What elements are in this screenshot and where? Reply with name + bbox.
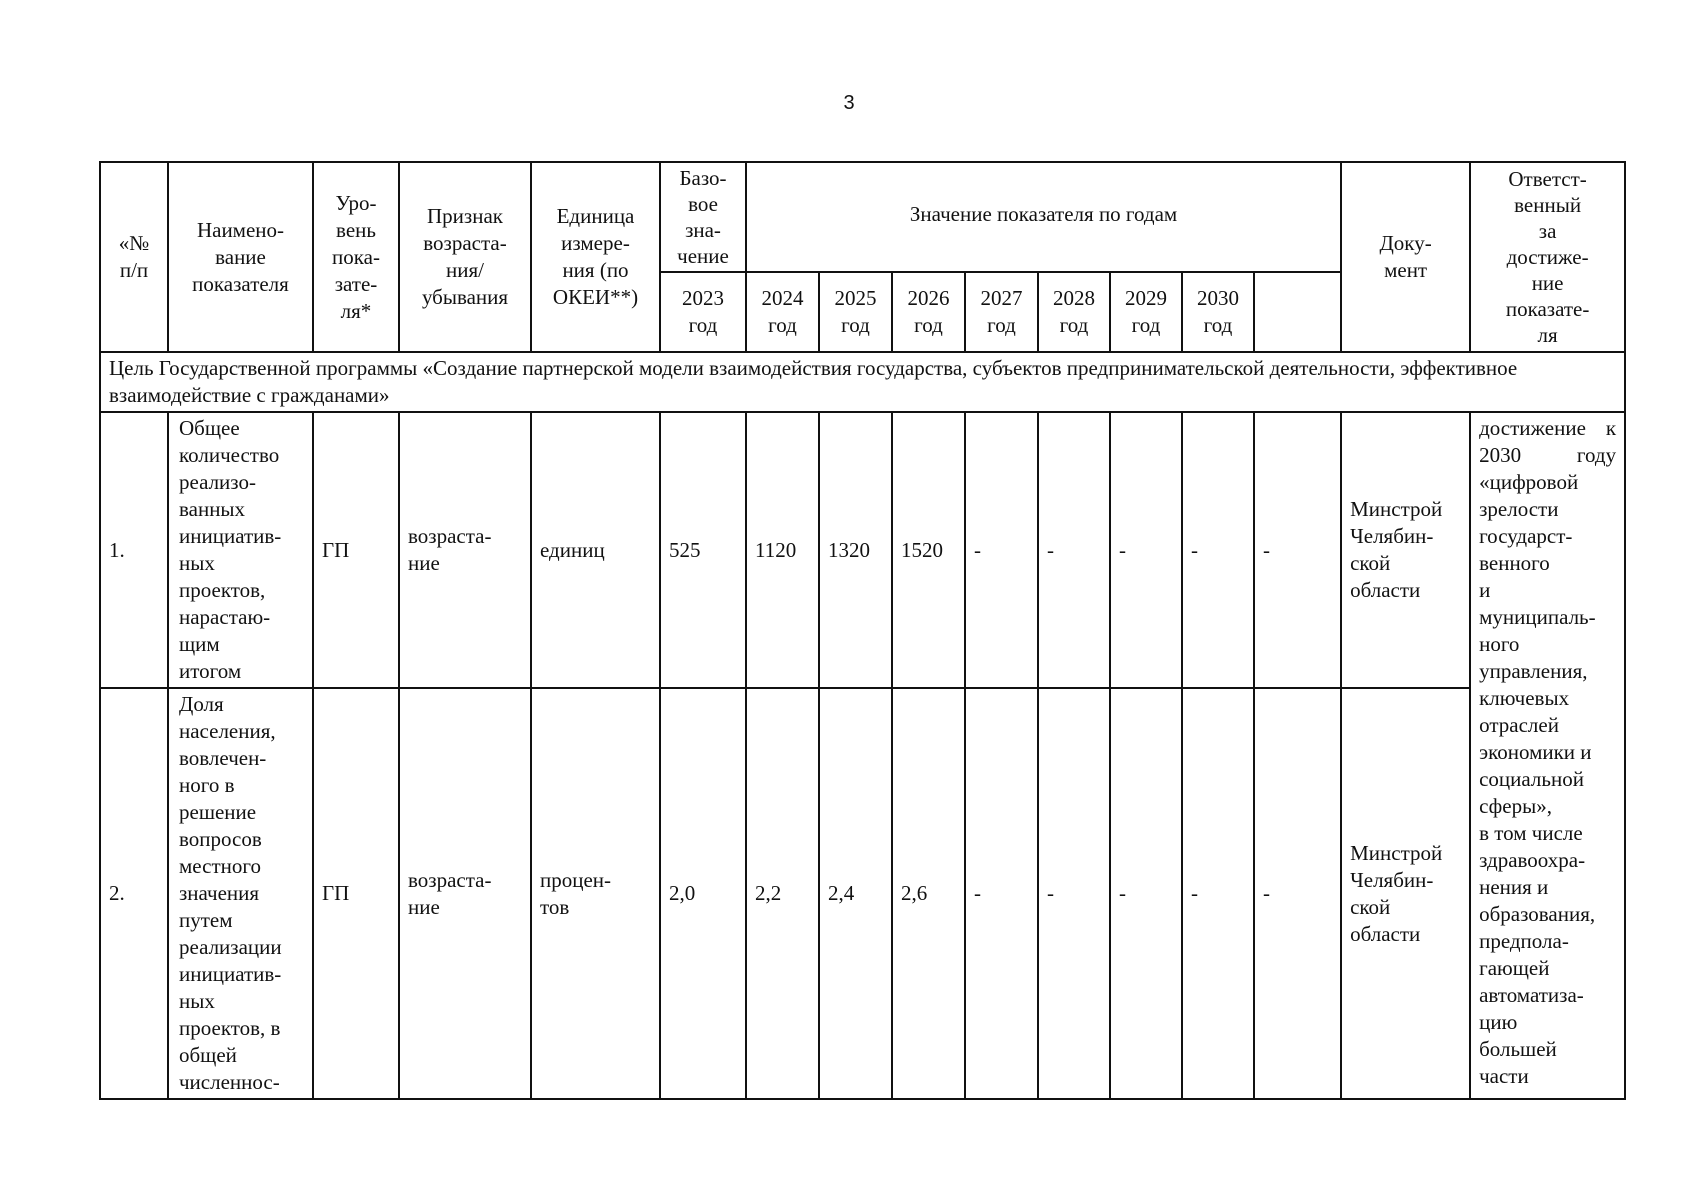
header-trend: Признак возраста- ния/ убывания [399,162,531,352]
row-name: Общее количество реализо- ванных инициатив- ных проектов, нарастаю- щим итогом [168,412,313,688]
row-responsible: Минстрой Челябин- ской области [1341,412,1470,688]
row-value: 1120 [746,412,819,688]
row-base: 525 [660,412,746,688]
header-base: Базо- вое зна- чение [660,162,746,272]
row-num: 2. [100,688,168,1099]
header-num: «№ п/п [100,162,168,352]
page-number: 3 [843,92,855,114]
header-document: Доку- мент [1341,162,1470,352]
row-trend: возраста- ние [399,412,531,688]
row-document: - [1254,412,1341,688]
row-value: 1320 [819,412,892,688]
indicators-table [99,161,1626,1100]
header-name: Наимено- вание показателя [168,162,313,352]
goal-text: Цель Государственной программы «Создание партнерской модели взаимодействия государства, субъектов предпринимательской деятельности, эффективное взаимодействие с гражданами» [100,352,1625,412]
row-value: - [1110,688,1182,1099]
table-row [100,412,1625,688]
row-level: ГП [313,412,399,688]
row-trend: возраста- ние [399,688,531,1099]
row-responsible: Минстрой Челябин- ской области [1341,688,1470,1099]
row-unit: процен- тов [531,688,660,1099]
row-base: 2,0 [660,688,746,1099]
header-base-year: 2023 год [660,272,746,352]
row-value: 2,4 [819,688,892,1099]
row-name: Доля населения, вовлечен- ного в решение вопросов местного значения путем реализации инициатив- ных проектов, в общей численнос- [168,688,313,1099]
header-year: 2028 год [1038,272,1110,352]
header-values-by-year: Значение показателя по годам [746,162,1341,272]
row-value: 2,6 [892,688,965,1099]
row-value: - [1182,688,1254,1099]
header-row-1 [100,162,1625,272]
table-row [100,688,1625,1099]
header-year: 2027 год [965,272,1038,352]
header-year: 2024 год [746,272,819,352]
header-year: 2025 год [819,272,892,352]
row-value: - [1182,412,1254,688]
goal-row [100,352,1625,412]
row-value: - [965,412,1038,688]
row-value: 1520 [892,412,965,688]
national-goals-link: достижение к 2030 году «цифровой зрелости государст- венного и муниципаль- ного управления, ключевых отраслей экономики и социальной сферы», в том числе здравоохра- нения и образования, предпола- гающей автоматиза- цию большей части [1470,412,1625,1099]
row-value: 2,2 [746,688,819,1099]
row-value: - [1110,412,1182,688]
header-year: 2026 год [892,272,965,352]
header-year: 2029 год [1110,272,1182,352]
row-document: - [1254,688,1341,1099]
row-num: 1. [100,412,168,688]
row-value: - [965,688,1038,1099]
header-year: 2030 год [1182,272,1254,352]
header-responsible: Ответст- венный за достиже- ние показате- ля [1470,162,1625,352]
row-level: ГП [313,688,399,1099]
header-unit: Единица измере- ния (по ОКЕИ**) [531,162,660,352]
row-value: - [1038,412,1110,688]
row-unit: единиц [531,412,660,688]
header-level: Уро- вень пока- зате- ля* [313,162,399,352]
row-value: - [1038,688,1110,1099]
